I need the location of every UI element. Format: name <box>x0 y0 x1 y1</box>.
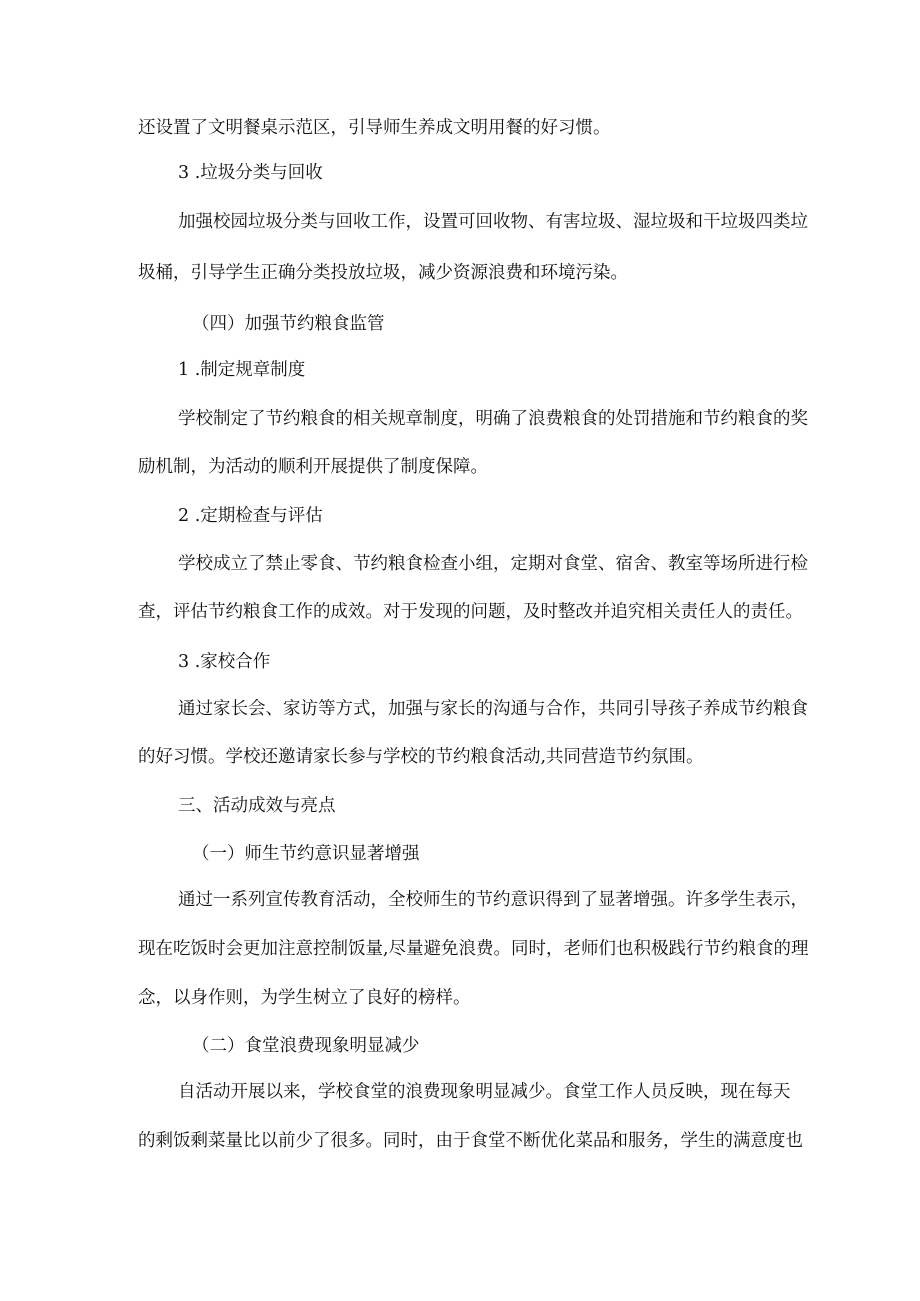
item-heading: 1 .制定规章制度 <box>178 360 306 380</box>
paragraph-line: 的好习惯。学校还邀请家长参与学校的节约粮食活动,共同营造节约氛围。 <box>138 747 704 767</box>
section-heading: （四）加强节约粮食监管 <box>192 314 385 334</box>
paragraph-line: 加强校园垃圾分类与回收工作，设置可回收物、有害垃圾、湿垃圾和干垃圾四类垃 <box>178 212 808 232</box>
paragraph-line: 通过一系列宣传教育活动，全校师生的节约意识得到了显著增强。许多学生表示， <box>178 890 808 910</box>
paragraph-line: 学校制定了节约粮食的相关规章制度，明确了浪费粮食的处罚措施和节约粮食的奖 <box>178 409 808 429</box>
section-heading: （二）食堂浪费现象明显减少 <box>192 1036 420 1056</box>
item-heading: 3 .垃圾分类与回收 <box>178 163 323 183</box>
section-heading: （一）师生节约意识显著增强 <box>192 844 420 864</box>
paragraph-line: 学校成立了禁止零食、节约粮食检查小组，定期对食堂、宿舍、教室等场所进行检 <box>178 554 808 574</box>
paragraph-line: 自活动开展以来，学校食堂的浪费现象明显减少。食堂工作人员反映，现在每天 <box>178 1082 791 1102</box>
paragraph-line: 念，以身作则，为学生树立了良好的榜样。 <box>138 988 471 1008</box>
item-heading: 2 .定期检查与评估 <box>178 506 323 526</box>
paragraph-line: 的剩饭剩菜量比以前少了很多。同时，由于食堂不断优化菜品和服务，学生的满意度也 <box>138 1131 803 1151</box>
section-heading: 三、活动成效与亮点 <box>178 796 336 816</box>
paragraph-line: 圾桶，引导学生正确分类投放垃圾，减少资源浪费和环境污染。 <box>138 263 628 283</box>
paragraph-line: 通过家长会、家访等方式，加强与家长的沟通与合作，共同引导孩子养成节约粮食 <box>178 699 808 719</box>
paragraph-line: 还设置了文明餐桌示范区，引导师生养成文明用餐的好习惯。 <box>138 118 611 138</box>
item-heading: 3 .家校合作 <box>178 652 271 672</box>
paragraph-line: 查，评估节约粮食工作的成效。对于发现的问题，及时整改并追究相关责任人的责任。 <box>138 602 803 622</box>
paragraph-line: 现在吃饭时会更加注意控制饭量,尽量避免浪费。同时，老师们也积极践行节约粮食的理 <box>138 939 809 959</box>
paragraph-line: 励机制，为活动的顺利开展提供了制度保障。 <box>138 457 488 477</box>
